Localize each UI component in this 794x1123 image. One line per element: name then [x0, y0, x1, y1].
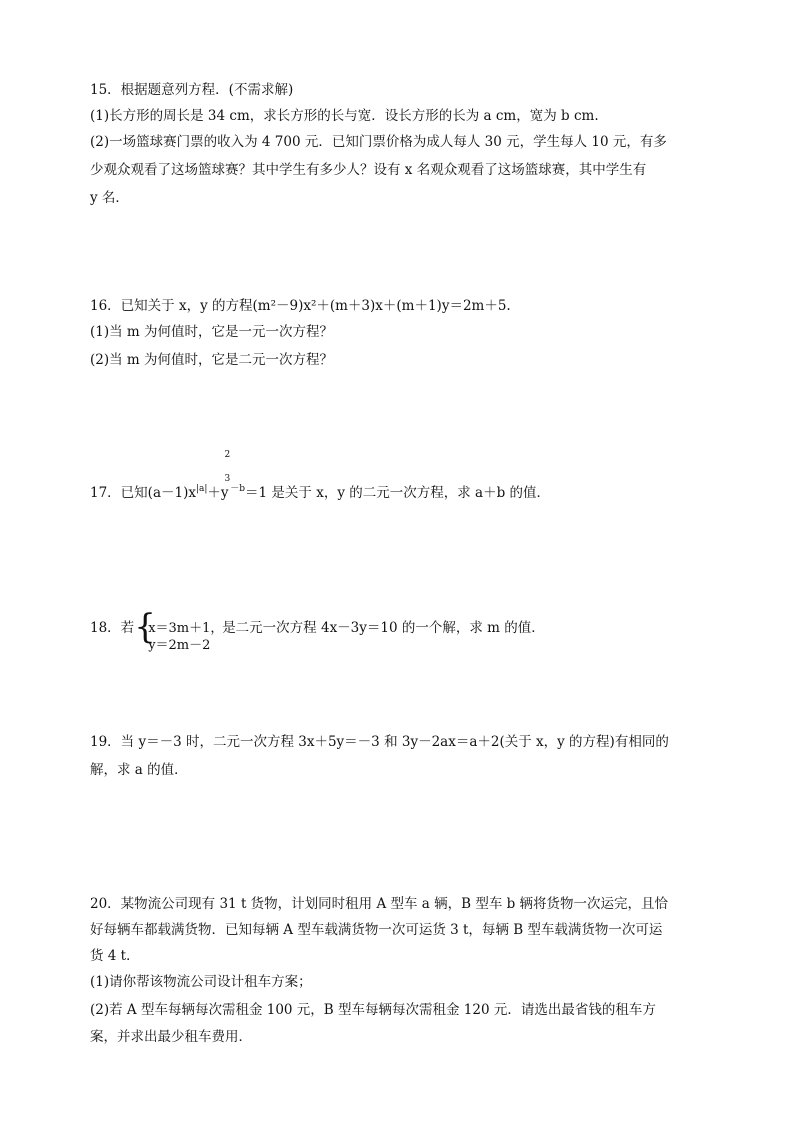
q18-eq2: y＝2m－2 [148, 637, 211, 653]
q20-part2-line2: 案，并求出最少租车费用． [90, 1029, 252, 1045]
q18-eq1: x＝3m＋1， [148, 620, 224, 636]
q17-question [90, 450, 551, 503]
q19-line1: 19．当 y＝－3 时，二元一次方程 3x＋5y＝－3 和 3y－2ax＝a＋2(关于 x，y 的方程)有相同的 [90, 734, 669, 750]
q17-frac-den: 3 [224, 474, 231, 484]
q16-title: 16．已知关于 x，y 的方程(m²－9)x²＋(m＋3)x＋(m＋1)y＝2m＋5. [90, 298, 511, 314]
q20-line2: 好每辆车都载满货物．已知每辆 A 型车载满货物一次可运货 3 t，每辆 B 型车载满货物一次可运 [90, 922, 663, 938]
q20-part2-line1: (2)若 A 型车每辆每次需租金 100 元，B 型车每辆每次需租金 120 元．请选出最省钱的租车方 [90, 1002, 656, 1018]
q20-part1: (1)请你帮该物流公司设计租车方案； [90, 974, 312, 990]
q17-frac-num: 2 [224, 450, 231, 460]
q20-line3: 货 4 t． [90, 948, 140, 964]
q15-part2-line2: 少观众观看了这场篮球赛？其中学生有多少人？设有 x 名观众观看了这场篮球赛，其中学生有 [90, 162, 647, 178]
q17-exponent-b: －b [230, 484, 246, 494]
q17-exponent-abs-a: |a| [195, 484, 208, 494]
q18-suffix: 是二元一次方程 4x－3y＝10 的一个解，求 m 的值． [222, 620, 545, 636]
q20-line1: 20．某物流公司现有 31 t 货物，计划同时租用 A 型车 a 辆，B 型车 b 辆将货物一次运完，且恰 [90, 896, 669, 912]
q16-part1: (1)当 m 为何值时，它是一元一次方程？ [90, 324, 334, 340]
q17-suffix: ＝1 是关于 x，y 的二元一次方程，求 a＋b 的值． [245, 485, 551, 501]
q16-part2: (2)当 m 为何值时，它是二元一次方程？ [90, 352, 334, 368]
q15-title: 15．根据题意列方程．(不需求解) [90, 82, 294, 98]
q18-question [90, 606, 545, 653]
q15-part2-line3: y 名． [90, 190, 129, 206]
q15-part1: (1)长方形的周长是 34 cm，求长方形的长与宽．设长方形的长为 a cm，宽为 b cm. [90, 108, 599, 124]
q17-prefix: 17．已知(a－1)x [90, 485, 196, 501]
q19-line2: 解，求 a 的值． [90, 762, 188, 778]
q17-mid: ＋y [207, 485, 229, 501]
q18-equation-system [134, 606, 224, 653]
q17-fraction [225, 450, 231, 484]
q15-part2-line1: (2)一场篮球赛门票的收入为 4 700 元．已知门票价格为成人每人 30 元，学生每人 10 元，有多 [90, 134, 667, 150]
q18-prefix: 18．若 [90, 620, 135, 636]
left-brace-icon: { [134, 606, 156, 647]
